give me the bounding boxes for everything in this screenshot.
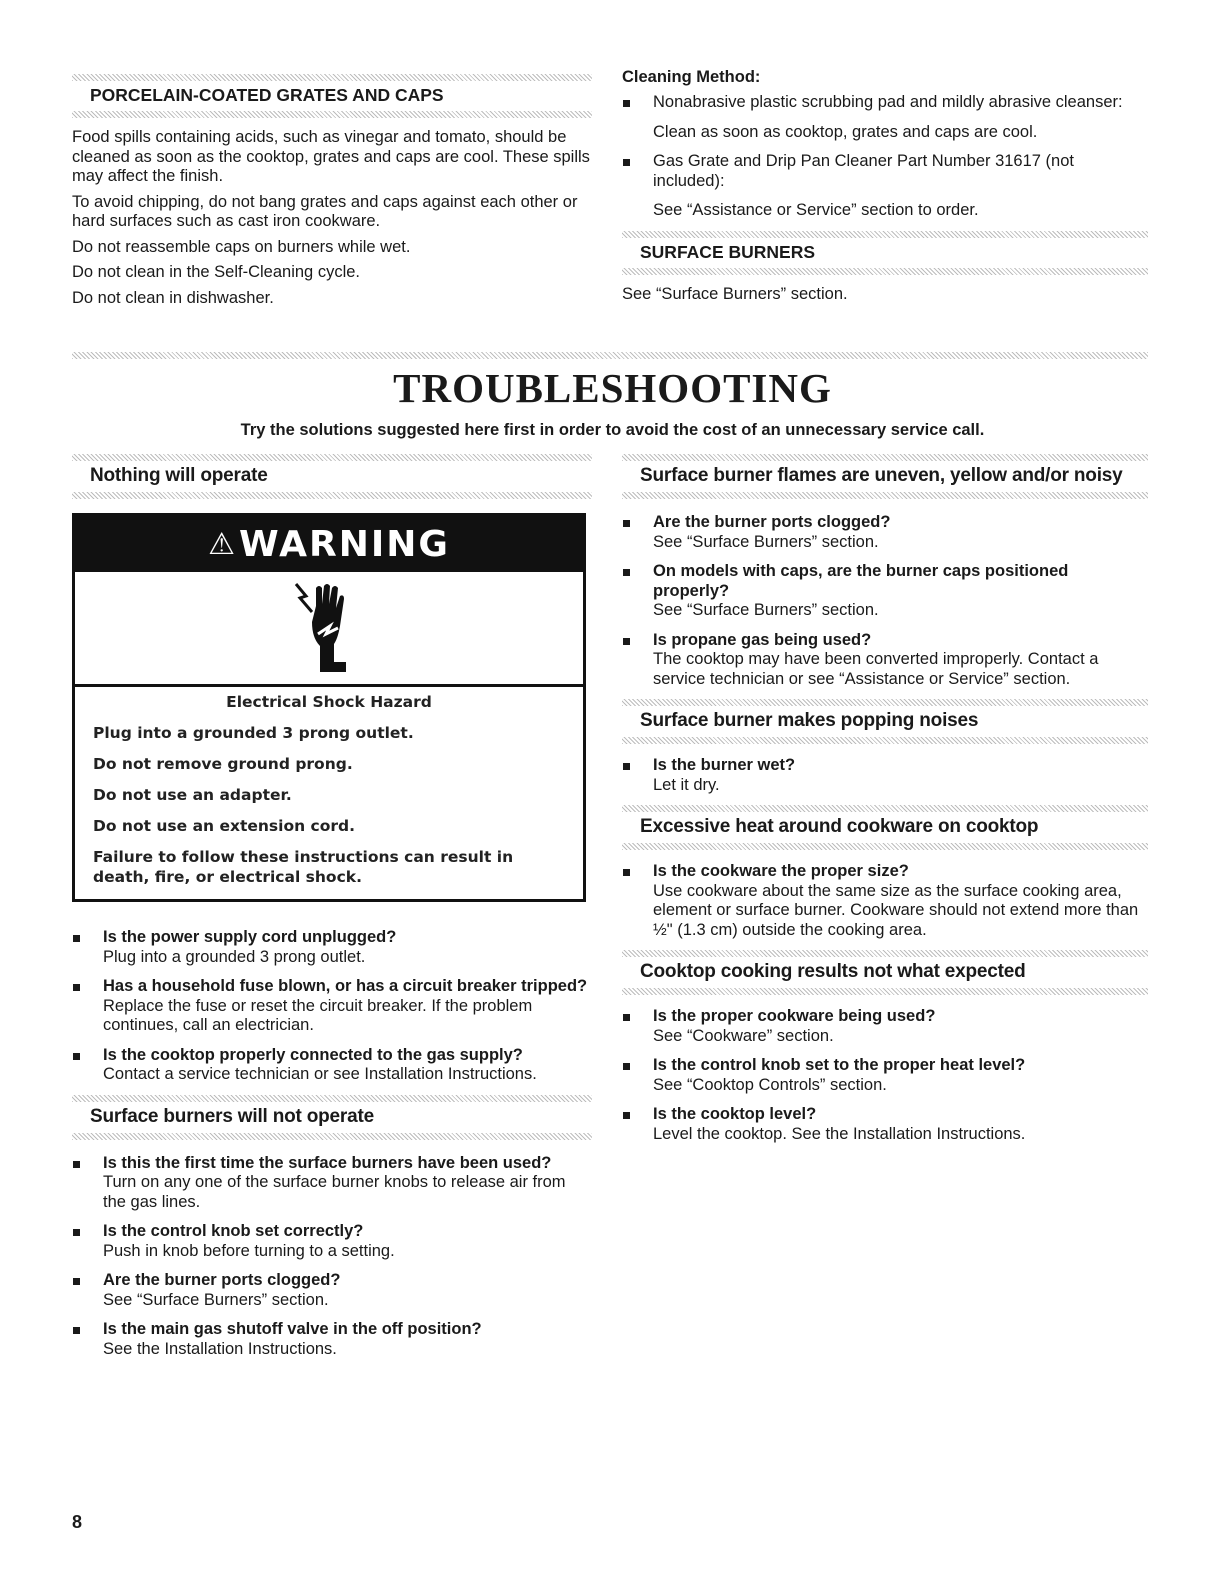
cleaning-method-text: Gas Grate and Drip Pan Cleaner Part Number 31617 (not included): [653, 152, 1074, 190]
list-item [72, 1271, 592, 1310]
list-item [622, 756, 1148, 795]
section-rule [622, 843, 1148, 850]
question: Is the proper cookware being used? [653, 1007, 936, 1025]
cleaning-method-title: Cleaning Method: [622, 68, 761, 86]
list-item [72, 977, 592, 1036]
page-number: 8 [72, 1512, 83, 1532]
list-item [622, 1056, 1148, 1095]
answer: Replace the fuse or reset the circuit breaker. If the problem continues, call an electrician. [103, 996, 533, 1034]
question: Are the burner ports clogged? [103, 1271, 341, 1289]
section-rule [72, 74, 592, 81]
section-rule [622, 950, 1148, 957]
section-rule [622, 231, 1148, 238]
section-rule [72, 1095, 592, 1102]
list-item [72, 1320, 592, 1359]
cleaning-method-section [622, 67, 1148, 310]
electrical-shock-hand-icon [75, 572, 583, 687]
warning-title: Electrical Shock Hazard [226, 693, 432, 711]
porcelain-section [72, 74, 592, 314]
cleaning-method-text: Nonabrasive plastic scrubbing pad and mildly abrasive cleanser: [653, 93, 1123, 111]
section-rule [622, 699, 1148, 706]
answer: Use cookware about the same size as the surface cooking area, element or surface burner. Cookware should not extend more than ½" (1.3 cm) outside the cooking area. [653, 881, 1139, 939]
section-title: Surface burner makes popping noises [640, 710, 979, 731]
page-subtitle: Try the solutions suggested here first in order to avoid the cost of an unnecessary service call. [240, 421, 985, 439]
section-rule [72, 111, 592, 118]
porcelain-paragraph: Do not reassemble caps on burners while wet. [72, 237, 411, 256]
section-rule [622, 454, 1148, 461]
warning-line: Do not remove ground prong. [93, 755, 353, 773]
cleaning-method-list [622, 93, 1148, 221]
warning-triangle-icon: ⚠ [208, 527, 238, 562]
list-item [72, 1222, 592, 1261]
warning-line: Plug into a grounded 3 prong outlet. [93, 724, 414, 742]
answer: Plug into a grounded 3 prong outlet. [103, 947, 366, 966]
warning-line: Do not use an adapter. [93, 786, 292, 804]
answer: See “Surface Burners” section. [103, 1290, 329, 1309]
answer: Contact a service technician or see Installation Instructions. [103, 1065, 537, 1083]
question: Has a household fuse blown, or has a circuit breaker tripped? [103, 977, 588, 995]
qa-list [622, 1007, 1148, 1144]
section-title: Cooktop cooking results not what expected [640, 961, 1026, 982]
answer: See “Cookware” section. [653, 1026, 834, 1045]
question: Is the power supply cord unplugged? [103, 928, 397, 946]
warning-header [75, 516, 583, 572]
list-item [622, 152, 1148, 221]
question: Is this the first time the surface burners have been used? [103, 1153, 552, 1172]
question: On models with caps, are the burner caps positioned properly? [653, 562, 1069, 600]
section-rule [622, 492, 1148, 499]
qa-list [72, 1154, 592, 1360]
porcelain-title: PORCELAIN-COATED GRATES AND CAPS [90, 85, 444, 105]
answer: See the Installation Instructions. [103, 1339, 337, 1358]
warning-line: Failure to follow these instructions can result in death, fire, or electrical shock. [93, 848, 514, 886]
section-title: Nothing will operate [90, 465, 268, 486]
answer: The cooktop may have been converted improperly. Contact a service technician or see “Assistance or Service” section. [653, 650, 1099, 688]
warning-body [75, 687, 583, 899]
troubleshooting-left-column [72, 454, 592, 1369]
cleaning-method-note: See “Assistance or Service” section to order. [653, 201, 979, 219]
list-item [622, 1007, 1148, 1046]
section-rule [72, 1133, 592, 1140]
list-item [72, 1154, 592, 1213]
porcelain-paragraph: Do not clean in the Self-Cleaning cycle. [72, 263, 360, 281]
answer: See “Surface Burners” section. [653, 532, 879, 551]
list-item [622, 562, 1148, 621]
answer: Push in knob before turning to a setting. [103, 1241, 395, 1260]
qa-list [622, 862, 1148, 940]
porcelain-paragraph: Do not clean in dishwasher. [72, 288, 274, 307]
section-rule [72, 492, 592, 499]
section-rule [622, 805, 1148, 812]
question: Is the control knob set correctly? [103, 1222, 364, 1240]
list-item [622, 513, 1148, 552]
answer: See “Surface Burners” section. [653, 601, 879, 619]
title-rule [72, 352, 1148, 359]
list-item [72, 928, 592, 967]
question: Is the burner wet? [653, 756, 796, 774]
section-rule [72, 454, 592, 461]
section-title: Excessive heat around cookware on cooktop [640, 816, 1039, 837]
warning-box [72, 513, 586, 902]
warning-line: Do not use an extension cord. [93, 817, 356, 835]
section-rule [622, 988, 1148, 995]
qa-list [622, 756, 1148, 795]
question: Are the burner ports clogged? [653, 513, 891, 531]
troubleshooting-right-column [622, 454, 1148, 1154]
question: Is the cooktop level? [653, 1105, 817, 1123]
question: Is propane gas being used? [653, 630, 872, 649]
warning-header-text: WARNING [239, 524, 450, 565]
qa-list [622, 513, 1148, 689]
question: Is the cooktop properly connected to the gas supply? [103, 1045, 523, 1064]
surface-burners-title: SURFACE BURNERS [640, 241, 816, 262]
porcelain-paragraph: To avoid chipping, do not bang grates and caps against each other or hard surfaces such as cast iron cookware. [72, 192, 578, 230]
question: Is the control knob set to the proper heat level? [653, 1056, 1026, 1074]
section-rule [622, 268, 1148, 275]
section-rule [622, 737, 1148, 744]
list-item [622, 631, 1148, 690]
list-item [622, 862, 1148, 940]
answer: Turn on any one of the surface burner knobs to release air from the gas lines. [103, 1173, 566, 1211]
list-item [622, 93, 1148, 142]
section-title: Surface burners will not operate [90, 1105, 374, 1127]
answer: Let it dry. [653, 775, 720, 794]
question: Is the cookware the proper size? [653, 862, 909, 880]
cleaning-method-note: Clean as soon as cooktop, grates and caps are cool. [653, 122, 1038, 141]
section-title: Surface burner flames are uneven, yellow and/or noisy [640, 465, 1123, 486]
surface-burners-text: See “Surface Burners” section. [622, 284, 848, 303]
question: Is the main gas shutoff valve in the off position? [103, 1320, 482, 1338]
answer: See “Cooktop Controls” section. [653, 1075, 887, 1094]
answer: Level the cooktop. See the Installation Instructions. [653, 1124, 1026, 1143]
list-item [622, 1105, 1148, 1144]
page-title: TROUBLESHOOTING [393, 365, 832, 411]
qa-list [72, 928, 592, 1085]
porcelain-paragraph: Food spills containing acids, such as vinegar and tomato, should be cleaned as soon as the cooktop, grates and caps are cool. These spills may affect the finish. [72, 128, 590, 185]
list-item [72, 1046, 592, 1085]
